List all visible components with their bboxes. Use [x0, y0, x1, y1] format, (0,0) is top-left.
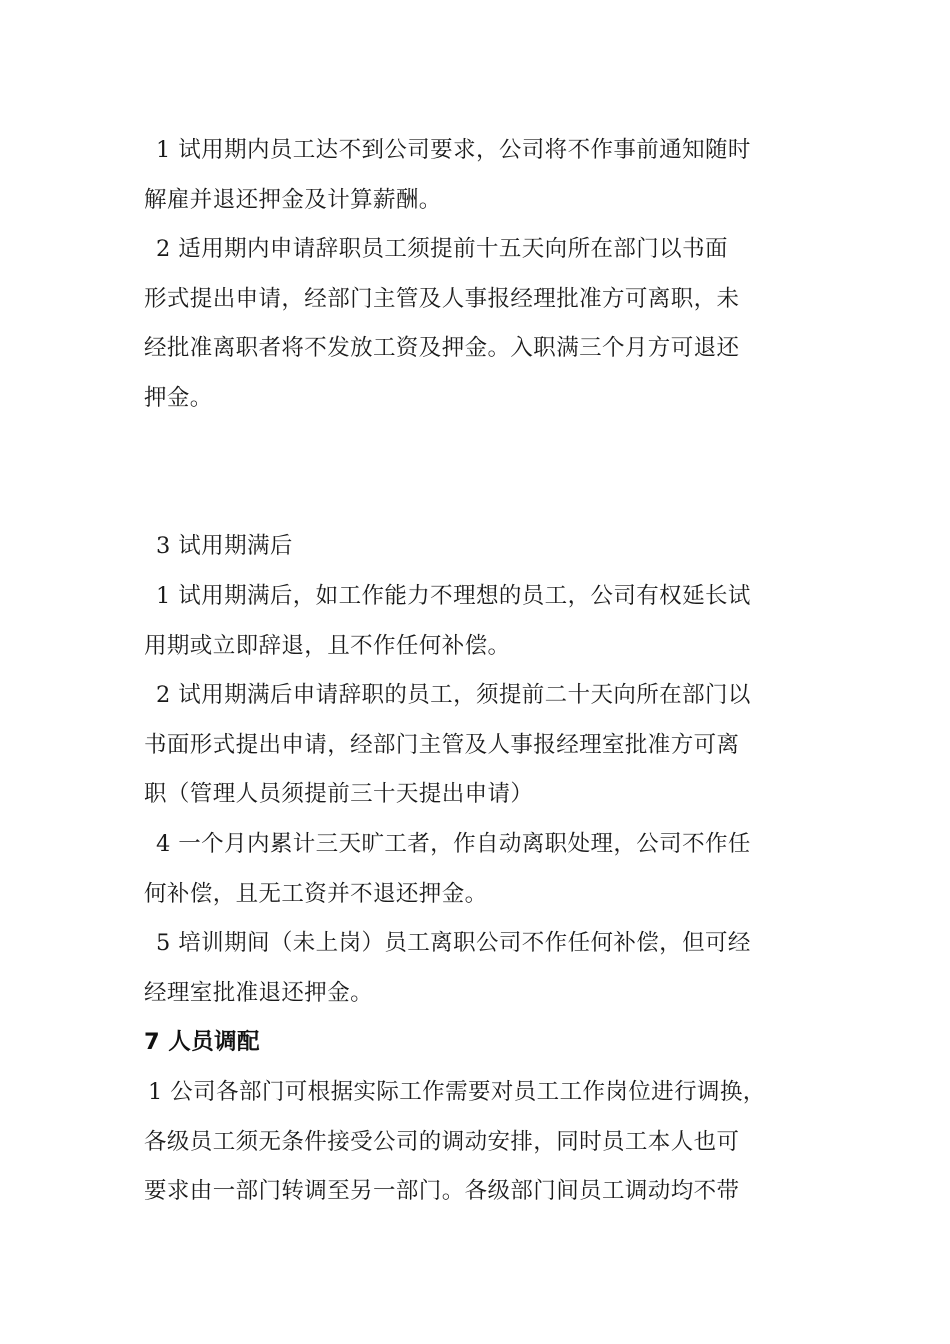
text-line: 1 公司各部门可根据实际工作需要对员工工作岗位进行调换， [148, 1079, 766, 1105]
text-line: 4 一个月内累计三天旷工者，作自动离职处理，公司不作任 [156, 831, 751, 857]
section-after-probation [144, 522, 834, 572]
text-line: 5 培训期间（未上岗）员工离职公司不作任何补偿，但可经 [156, 930, 751, 956]
text-line: 何补偿，且无工资并不退还押金。 [144, 880, 488, 907]
text-line: 形式提出申请，经部门主管及人事报经理批准方可离职，未 [144, 285, 740, 312]
text-line: 职（管理人员须提前三十天提出申请） [144, 781, 534, 807]
paragraph-absenteeism [144, 820, 834, 919]
heading-text: 7 人员调配 [144, 1029, 260, 1055]
paragraph-after-probation-resignation [144, 671, 834, 820]
section-heading-staff-transfer [144, 1018, 834, 1068]
text-line: 解雇并退还押金及计算薪酬。 [144, 186, 442, 213]
text-line: 要求由一部门转调至另一部门。各级部门间员工调动均不带 [144, 1178, 740, 1204]
paragraph-training-resignation [144, 919, 834, 1018]
paragraph-staff-transfer [144, 1068, 834, 1217]
text-line: 各级员工须无条件接受公司的调动安排，同时员工本人也可 [144, 1128, 740, 1155]
text-line: 1 试用期内员工达不到公司要求，公司将不作事前通知随时 [156, 137, 751, 163]
text-line: 1 试用期满后，如工作能力不理想的员工，公司有权延长试 [156, 583, 751, 609]
text-line: 经理室批准退还押金。 [144, 979, 374, 1006]
text-line: 用期或立即辞退，且不作任何补偿。 [144, 632, 511, 659]
text-line: 2 适用期内申请辞职员工须提前十五天向所在部门以书面 [156, 236, 728, 262]
paragraph-probation-dismissal [144, 126, 834, 225]
paragraph-probation-resignation [144, 225, 834, 423]
text-line: 2 试用期满后申请辞职的员工，须提前二十天向所在部门以 [156, 682, 751, 708]
section-title: 3 试用期满后 [156, 533, 293, 559]
text-line: 押金。 [144, 384, 213, 411]
paragraph-extend-probation [144, 572, 834, 671]
text-line: 经批准离职者将不发放工资及押金。入职满三个月方可退还 [144, 335, 740, 361]
text-line: 书面形式提出申请，经部门主管及人事报经理室批准方可离 [144, 731, 740, 758]
